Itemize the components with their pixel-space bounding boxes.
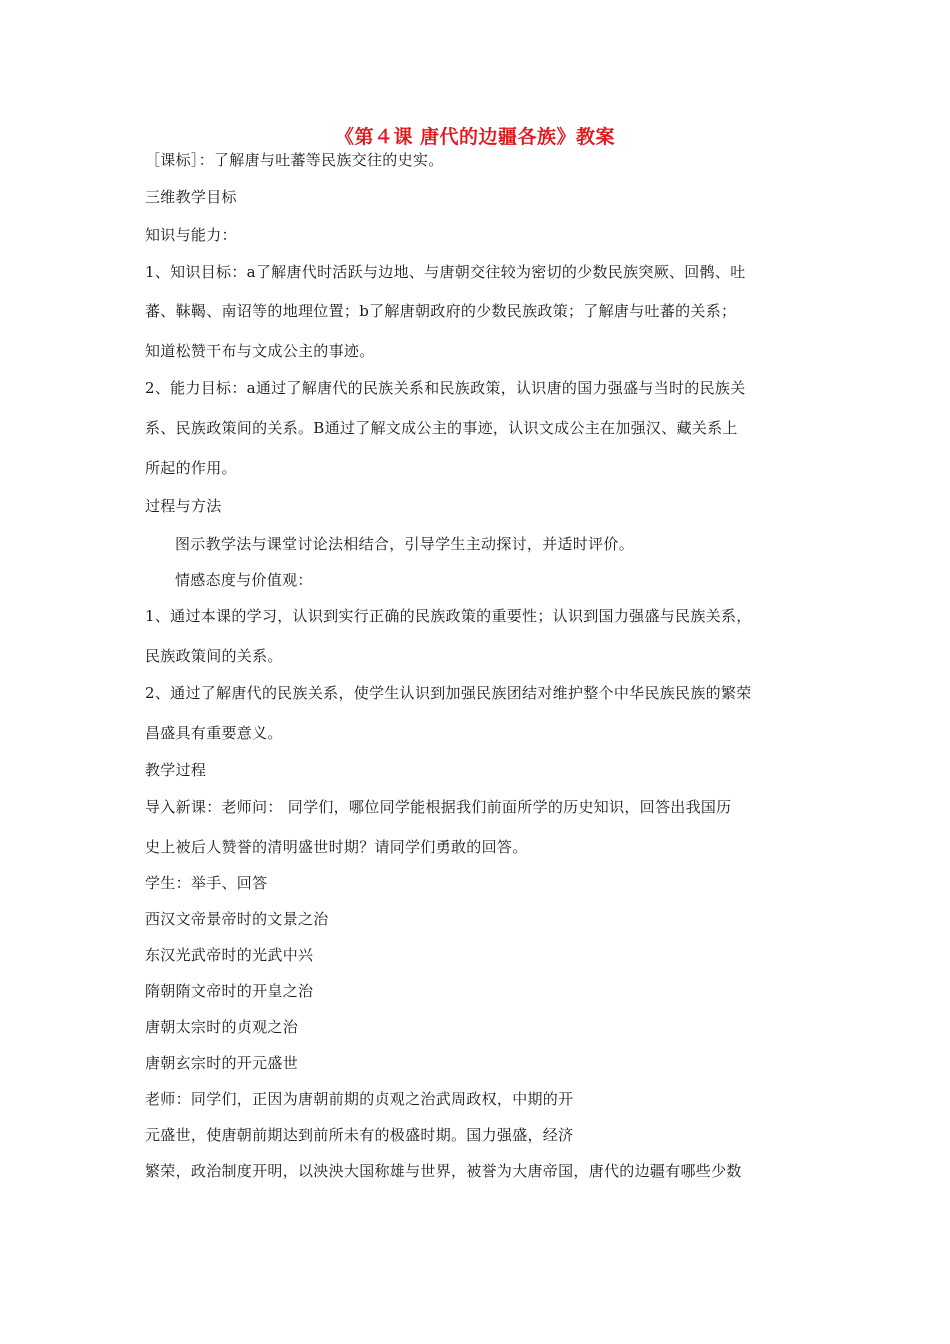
paragraph-line: 1、通过本课的学习，认识到实行正确的民族政策的重要性；认识到国力强盛与民族关系， bbox=[145, 607, 752, 625]
list-item: 西汉文帝景帝时的文景之治 bbox=[145, 910, 329, 928]
paragraph-line: 1、知识目标：a了解唐代时活跃与边地、与唐朝交往较为密切的少数民族突厥、回鹘、吐 bbox=[145, 263, 746, 281]
list-item: 东汉光武帝时的光武中兴 bbox=[145, 946, 314, 964]
paragraph-line: 民族政策间的关系。 bbox=[145, 647, 283, 665]
list-item: 隋朝隋文帝时的开皇之治 bbox=[145, 982, 314, 1000]
list-item: 唐朝玄宗时的开元盛世 bbox=[145, 1054, 299, 1072]
paragraph-line: 所起的作用。 bbox=[145, 459, 237, 477]
subheading-knowledge-ability: 知识与能力： bbox=[145, 226, 237, 244]
paragraph-line: 系、民族政策间的关系。B通过了解文成公主的事迹，认识文成公主在加强汉、藏关系上 bbox=[145, 419, 738, 437]
list-item: 唐朝太宗时的贞观之治 bbox=[145, 1018, 299, 1036]
paragraph-line: 学生：举手、回答 bbox=[145, 874, 268, 892]
paragraph-line: 繁荣，政治制度开明，以泱泱大国称雄与世界，被誉为大唐帝国，唐代的边疆有哪些少数 bbox=[145, 1162, 742, 1180]
paragraph-line: 史上被后人赞誉的清明盛世时期？请同学们勇敢的回答。 bbox=[145, 838, 528, 856]
paragraph-line: 知道松赞干布与文成公主的事迹。 bbox=[145, 342, 375, 360]
paragraph-line: 老师：同学们，正因为唐朝前期的贞观之治武周政权，中期的开 bbox=[145, 1090, 574, 1108]
paragraph-line: 蕃、靺鞨、南诏等的地理位置；b了解唐朝政府的少数民族政策；了解唐与吐蕃的关系； bbox=[145, 302, 737, 320]
document-title: 《第４课 唐代的边疆各族》教案 bbox=[334, 126, 616, 148]
paragraph-line: 导入新课：老师问： 同学们，哪位同学能根据我们前面所学的历史知识，回答出我国历 bbox=[145, 798, 732, 816]
section-heading-teaching-process: 教学过程 bbox=[145, 761, 207, 779]
paragraph-line: 昌盛具有重要意义。 bbox=[145, 724, 283, 742]
paragraph-line: 2、能力目标：a通过了解唐代的民族关系和民族政策，认识唐的国力强盛与当时的民族关 bbox=[145, 379, 746, 397]
subheading-emotion-values: 情感态度与价值观： bbox=[175, 571, 313, 589]
curriculum-standard: ［课标］：了解唐与吐蕃等民族交往的史实。 bbox=[145, 151, 444, 169]
paragraph-line: 元盛世，使唐朝前期达到前所未有的极盛时期。国力强盛，经济 bbox=[145, 1126, 574, 1144]
section-heading-objectives: 三维教学目标 bbox=[145, 188, 237, 206]
subheading-process-method: 过程与方法 bbox=[145, 497, 222, 515]
paragraph-line: 2、通过了解唐代的民族关系，使学生认识到加强民族团结对维护整个中华民族民族的繁荣 bbox=[145, 684, 752, 702]
paragraph-line: 图示教学法与课堂讨论法相结合，引导学生主动探讨，并适时评价。 bbox=[175, 535, 635, 553]
